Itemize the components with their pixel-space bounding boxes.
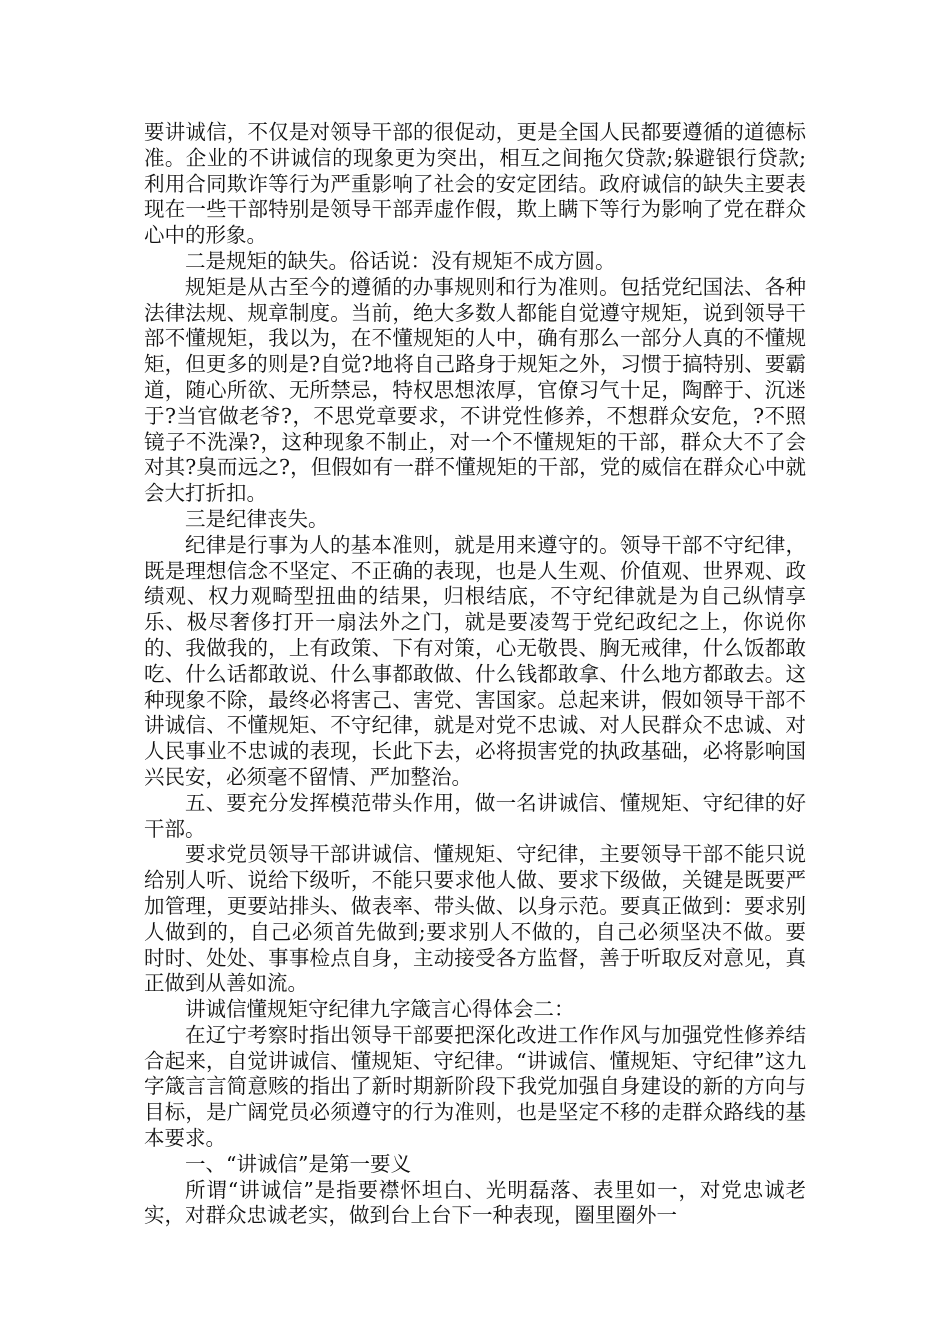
paragraph: 五、要充分发挥模范带头作用，做一名讲诚信、懂规矩、守纪律的好干部。	[144, 790, 806, 841]
document-page	[144, 120, 806, 1229]
paragraph: 三是纪律丧失。	[185, 506, 329, 531]
paragraph: 要求党员领导干部讲诚信、懂规矩、守纪律，主要领导干部不能只说给别人听、说给下级听，不能只要求他人做、要求下级做，关键是既要严加管理，更要站排头、做表率、带头做、以身示范。要真正做到：要求别人做到的，自己必须首先做到;要求别人不做的，自己必须坚决不做。要时时、处处、事事检点自身，主动接受各方监督，善于听取反对意见，真正做到从善如流。	[144, 842, 806, 996]
paragraph: 要讲诚信，不仅是对领导干部的很促动，更是全国人民都要遵循的道德标准。企业的不讲诚信的现象更为突出，相互之间拖欠贷款;躲避银行贷款;利用合同欺诈等行为严重影响了社会的安定团结。政府诚信的缺失主要表现在一些干部特别是领导干部弄虚作假，欺上瞒下等行为影响了党在群众心中的形象。	[144, 120, 806, 248]
paragraph: 所谓“讲诚信”是指要襟怀坦白、光明磊落、表里如一，对党忠诚老实，对群众忠诚老实，做到台上台下一种表现，圈里圈外一	[144, 1177, 806, 1228]
paragraph: 在辽宁考察时指出领导干部要把深化改进工作作风与加强党性修养结合起来，自觉讲诚信、懂规矩、守纪律。“讲诚信、懂规矩、守纪律”这九字箴言言简意赅的指出了新时期新阶段下我党加强自身建设的新的方向与目标，是广阔党员必须遵守的行为准则，也是坚定不移的走群众路线的基本要求。	[144, 1022, 806, 1151]
paragraph: 二是规矩的缺失。俗话说：没有规矩不成方圆。	[185, 248, 616, 273]
paragraph: 讲诚信懂规矩守纪律九字箴言心得体会二：	[185, 997, 575, 1022]
paragraph: 一、“讲诚信”是第一要义	[185, 1151, 411, 1176]
paragraph: 纪律是行事为人的基本准则，就是用来遵守的。领导干部不守纪律，既是理想信念不坚定、不正确的表现，也是人生观、价值观、世界观、政绩观、权力观畸型扭曲的结果，归根结底，不守纪律就是为自己纵情享乐、极尽奢侈打开一扇法外之门，就是要凌驾于党纪政纪之上，你说你的、我做我的，上有政策、下有对策，心无敬畏、胸无戒律，什么饭都敢吃、什么话都敢说、什么事都敢做、什么钱都敢拿、什么地方都敢去。这种现象不除，最终必将害己、害党、害国家。总起来讲，假如领导干部不讲诚信、不懂规矩、不守纪律，就是对党不忠诚、对人民群众不忠诚、对人民事业不忠诚的表现，长此下去，必将损害党的执政基础，必将影响国兴民安，必须毫不留情、严加整治。	[144, 532, 806, 789]
paragraph: 规矩是从古至今的遵循的办事规则和行为准则。包括党纪国法、各种法律法规、规章制度。当前，绝大多数人都能自觉遵守规矩，说到领导干部不懂规矩，我以为，在不懂规矩的人中，确有那么一部分人真的不懂规矩，但更多的则是?自觉?地将自己路身于规矩之外，习惯于搞特别、要霸道，随心所欲、无所禁忌，特权思想浓厚，官僚习气十足，陶醉于、沉迷于?当官做老爷?，不思党章要求，不讲党性修养，不想群众安危，?不照镜子不洗澡?，这种现象不制止，对一个不懂规矩的干部，群众大不了会对其?臭而远之?，但假如有一群不懂规矩的干部，党的威信在群众心中就会大打折扣。	[144, 274, 806, 506]
